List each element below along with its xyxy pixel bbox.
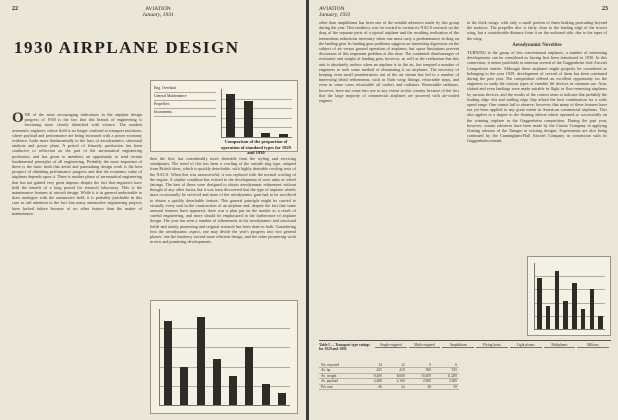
issue-date: January, 1931 — [142, 12, 174, 18]
page-number: 23 — [602, 6, 608, 12]
section-heading: Aerodynamic Novelties — [512, 42, 562, 48]
bar-chart-figure — [527, 256, 611, 336]
chart-plot — [159, 309, 290, 406]
gridline — [535, 303, 605, 304]
bar — [261, 133, 270, 137]
article-title: 1930 AIRPLANE DESIGN — [14, 38, 240, 57]
bar — [226, 94, 235, 137]
chart-legend — [154, 85, 216, 117]
body-text: NE of the most encouraging indications in the airplane design progress of 1930 is the fact that this branch of engineering is becoming more closely identified with science. The modern aeronautic engineer, whose field is no longer confined to transport machines, where payload and performance are being increased with a power economy evidence, looks more fundamentally to the laws of aerodynamics, structural analysis and power plant. A period of leisurely production has been conducive to reflection on the part of the aeronautical engineering profession, and has given to members an opportunity to read certain fundamental principles of all engineering. Probably the most important of these is the basic truth that aerial and painstaking design work is the best prospect of obtaining performance progress and that the economic value of airplanes depends upon it. There is another phase of aeronautical engineering that has not gained very great impetus despite the fact that engineers have held the benefit of a long period for research laboratory. This is the maintenance features of aircraft design. While it is in general undesirable to draw analogies with the automotive field, it is probably justifiable in this case to call attention to the fact that many automotive engineering projects have lacked failure because of no other feature than the matter of maintenance. — [12, 112, 142, 216]
body-text: then the first, but considerably more desirable from the styling and servicing standpoints. The trend of this has been a cowling of the outside ring type, adapted from British ideas, which is quickly detachable, with highly desirable cowling tests of the NACA. When this was unsuccessful, it was replaced with the normal cowling of the engine. A similar condition has existed in the development of such units as wheel fairings. The best of these were designed to obtain aerodynamic refinement without thought of any other factor, but it was soon discovered that the type of airplane wheels must occasionally be serviced and none of the aerodynamic gain had to be sacrificed to obtain a quickly detachable feature. This general principle might be carried to virtually every unit in the construction of an airplane and, despite the fact that some unusual features have appeared, there was a plan put on the market as a result of careful engineering, and more should be emphasized in the furtherance of airplane design. The year has seen a number of refinements in the aerodynamic and structural fields and steady pioneering and original research has been done in both. Considering first the aerodynamic aspect, one may divide the year's progress into two general phases: one the tendency toward more efficient design, and the other pioneering work in new and promising developments. — [150, 156, 296, 245]
table-cell: 410 — [384, 368, 407, 373]
row-label: Av. hp. — [319, 368, 361, 373]
table-cell: 9,200 — [361, 373, 384, 378]
table-cell: 2,900 — [407, 379, 433, 384]
legend-entry: General Maintenance — [154, 93, 216, 101]
bar — [555, 271, 559, 329]
body-text: TURNING to the group of less conventional airplanes, a number of interesting developments can be considered as having first been introduced in 1930. In this connection, it seems justifiable to mention several of the Guggenheim Safe Aircraft Competition entries. Although these airplanes might properly be considered as belonging to the year 1929, development of several of them has been continued during the past year. The competition offered an excellent opportunity for the engineers to study the various types of variable lift devices in common use. Arm, slotted and even landings were made suitable in flight or flaw-removing airplanes by various devices, and the results of the contest seem to indicate that probably the leading edge slot and trailing edge flap afford the best combination for a wide speed range. One cannot fail to observe, however, that many of these features have not yet been applied to any great extent in American commercial airplanes. This also applies to a degree to the floating aileron which operated so successfully on the winning airplane in the Guggenheim competition. During the past year, however, certain advances have been made by the Curtiss Company in applying floating ailerons of the Tanager to existing designs. Experiments are also being continued by the Cunningham-Hall Aircraft Company in connection with its Guggenheim entrant. — [467, 50, 607, 144]
bar-chart-figure — [150, 300, 298, 414]
gridline — [535, 276, 605, 277]
row-label: Av. payload — [319, 379, 361, 384]
bar — [572, 283, 576, 329]
bar — [563, 301, 567, 329]
table-group-heading: Military — [577, 343, 609, 348]
table-group-heading: Mailplanes — [544, 343, 576, 348]
table-cell: 8,600 — [384, 373, 407, 378]
row-label: No. reported — [319, 363, 361, 368]
legend-entry: Propellers — [154, 101, 216, 109]
legend-entry: Instruments — [154, 109, 216, 117]
table-group-heading: Single-engined — [375, 343, 407, 348]
maintenance-chart — [150, 80, 298, 155]
legend-entry: Eng. Overhaul — [154, 85, 216, 93]
column-2 — [150, 156, 296, 296]
table-header-row — [375, 343, 611, 357]
journal-name: AVIATION — [145, 6, 171, 12]
data-table — [319, 340, 611, 417]
bar — [262, 384, 270, 405]
bar — [598, 316, 602, 329]
bar — [245, 347, 253, 405]
body-text: in the thick wings, with only a small portion of them braking protruding beyond the surfaces. The propeller disc is fairly close to the leading edge of the lowest wing, but a considerable distance from it on the outboard side, due to the taper of the wing. — [467, 20, 607, 41]
right-page — [309, 0, 618, 420]
gridline — [535, 289, 605, 290]
gridline — [160, 328, 290, 329]
bar — [213, 359, 221, 405]
chart-plot — [221, 89, 292, 138]
table-cell: 2,400 — [361, 379, 384, 384]
table-cell: 10,400 — [407, 373, 433, 378]
table-caption: Table I — Transport type ratings for 1929 and 1930 — [319, 343, 370, 352]
table-group-heading: Flying boats — [476, 343, 508, 348]
table-cell: 2,100 — [384, 379, 407, 384]
running-header — [319, 6, 350, 18]
table-group-heading: Light planes — [510, 343, 542, 348]
column-2 — [467, 20, 607, 252]
bar — [278, 393, 286, 405]
left-page — [0, 0, 306, 420]
table-cell: 26 — [361, 384, 384, 389]
row-label: Per cent — [319, 384, 361, 389]
body-text: other than amphibians has been one of the notable advances made by this group during the year. This tendency was far toward to certain its NACA research on the drag of the separate parts of a typical airplane and the resulting realization of the tremendous reductions necessary when one must carry a predominance in drag on the landing gear. In landing gear problems suggests an interesting digression on the subject of air versus ground operation of airplanes, but space limitations prevent discussion of this important problem at this time. The combined disadvantages of resistance and weight of landing gear, however, as well as the realization that this unit is absolutely useless when an airplane is in the air, has tempted a number of engineers to seek some method of eliminating it on airplanes. The necessity of keeping even small protuberances out of the air stream has led to a number of interesting detail refinements, such as flush wing fittings, retractable steps, and even in some cases retractable oil coolers and radiators. Retractable radiators, however, have not come into use to any extent in this country because of the fact that the large majority of commercial airplanes are powered with air-cooled engines. — [319, 20, 459, 104]
table-cell: 425 — [361, 368, 384, 373]
chart-caption: Comparison of the proportion of operation of standard types for 1929 and 1930 — [221, 139, 291, 155]
page-number: 22 — [12, 6, 18, 12]
table-cell: 9 — [407, 363, 433, 368]
table-cell: 24 — [384, 384, 407, 389]
chart-plot — [534, 263, 605, 330]
table-cell: 28 — [407, 384, 433, 389]
running-header — [138, 6, 178, 18]
column-1 — [319, 20, 459, 228]
issue-date: January, 1931 — [319, 12, 351, 18]
table-cell: 29 — [433, 384, 459, 389]
row-label: Av. weight — [319, 373, 361, 378]
table-body — [319, 363, 459, 390]
bar — [581, 309, 585, 329]
bar — [164, 321, 172, 405]
bar — [590, 289, 594, 329]
bar — [229, 376, 237, 405]
table-cell: 500 — [407, 368, 433, 373]
table-group-heading: Multi-engined — [409, 343, 441, 348]
table-cell: 12 — [384, 363, 407, 368]
journal-name: AVIATION — [319, 6, 345, 12]
table-row — [319, 384, 459, 389]
column-1 — [12, 112, 142, 412]
table-cell: 525 — [433, 368, 459, 373]
bar — [279, 134, 288, 137]
bar — [537, 278, 541, 329]
table-group-heading: Amphibians — [442, 343, 474, 348]
drop-cap: O — [12, 110, 24, 126]
bar — [180, 367, 188, 405]
table-cell: 14 — [361, 363, 384, 368]
table-cell: 6 — [433, 363, 459, 368]
bar — [197, 317, 205, 405]
gridline — [160, 347, 290, 348]
table-cell: 3,300 — [433, 379, 459, 384]
table-cell: 11,200 — [433, 373, 459, 378]
bar — [244, 101, 253, 137]
bar — [546, 306, 550, 329]
